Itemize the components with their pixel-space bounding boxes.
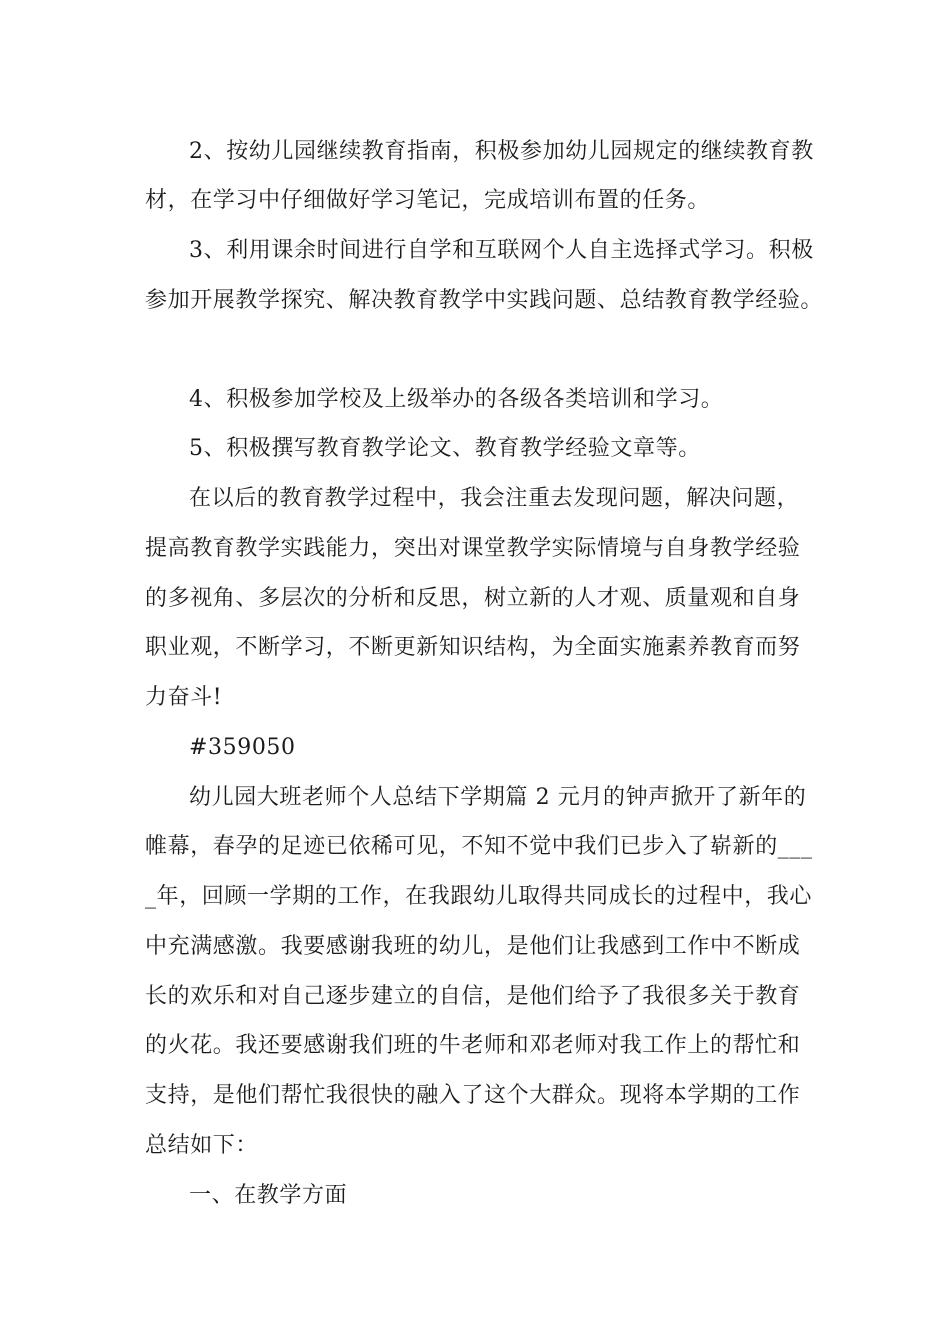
paragraph-line: 2、按幼儿园继续教育指南，积极参加幼儿园规定的继续教育教 <box>189 139 814 164</box>
paragraph-line: 参加开展教学探究、解决教育教学中实践问题、总结教育教学经验。 <box>145 288 824 313</box>
paragraph-line: 的多视角、多层次的分析和反思，树立新的人才观、质量观和自身 <box>145 586 801 611</box>
paragraph-line: 中充满感激。我要感谢我班的幼儿，是他们让我感到工作中不断成 <box>145 934 801 959</box>
paragraph-line: 帷幕，春孕的足迹已依稀可见，不知不觉中我们已步入了崭新的___ <box>145 834 813 859</box>
paragraph-line: 力奋斗! <box>145 685 223 710</box>
paragraph-line: 职业观，不断学习，不断更新知识结构，为全面实施素养教育而努 <box>145 635 801 660</box>
paragraph-line: 长的欢乐和对自己逐步建立的自信，是他们给予了我很多关于教育 <box>145 984 801 1009</box>
paragraph-line: 5、积极撰写教育教学论文、教育教学经验文章等。 <box>189 436 701 461</box>
paragraph-line: _年，回顾一学期的工作，在我跟幼儿取得共同成长的过程中，我心 <box>145 884 813 909</box>
paragraph-line: 幼儿园大班老师个人总结下学期篇 2 元月的钟声掀开了新年的 <box>189 785 807 810</box>
paragraph-line: #359050 <box>189 735 296 760</box>
paragraph-line: 支持，是他们帮忙我很快的融入了这个大群众。现将本学期的工作 <box>145 1083 801 1108</box>
section-heading: 一、在教学方面 <box>189 1183 348 1208</box>
paragraph-line: 总结如下： <box>145 1133 259 1158</box>
paragraph-line: 在以后的教育教学过程中，我会注重去发现问题，解决问题， <box>189 486 800 511</box>
paragraph-line: 4、积极参加学校及上级举办的各级各类培训和学习。 <box>189 387 724 412</box>
paragraph-line: 的火花。我还要感谢我们班的牛老师和邓老师对我工作上的帮忙和 <box>145 1033 801 1058</box>
paragraph-line: 3、利用课余时间进行自学和互联网个人自主选择式学习。积极 <box>189 238 814 263</box>
paragraph-line: 材，在学习中仔细做好学习笔记，完成培训布置的任务。 <box>145 188 711 213</box>
paragraph-line: 提高教育教学实践能力，突出对课堂教学实际情境与自身教学经验 <box>145 536 801 561</box>
